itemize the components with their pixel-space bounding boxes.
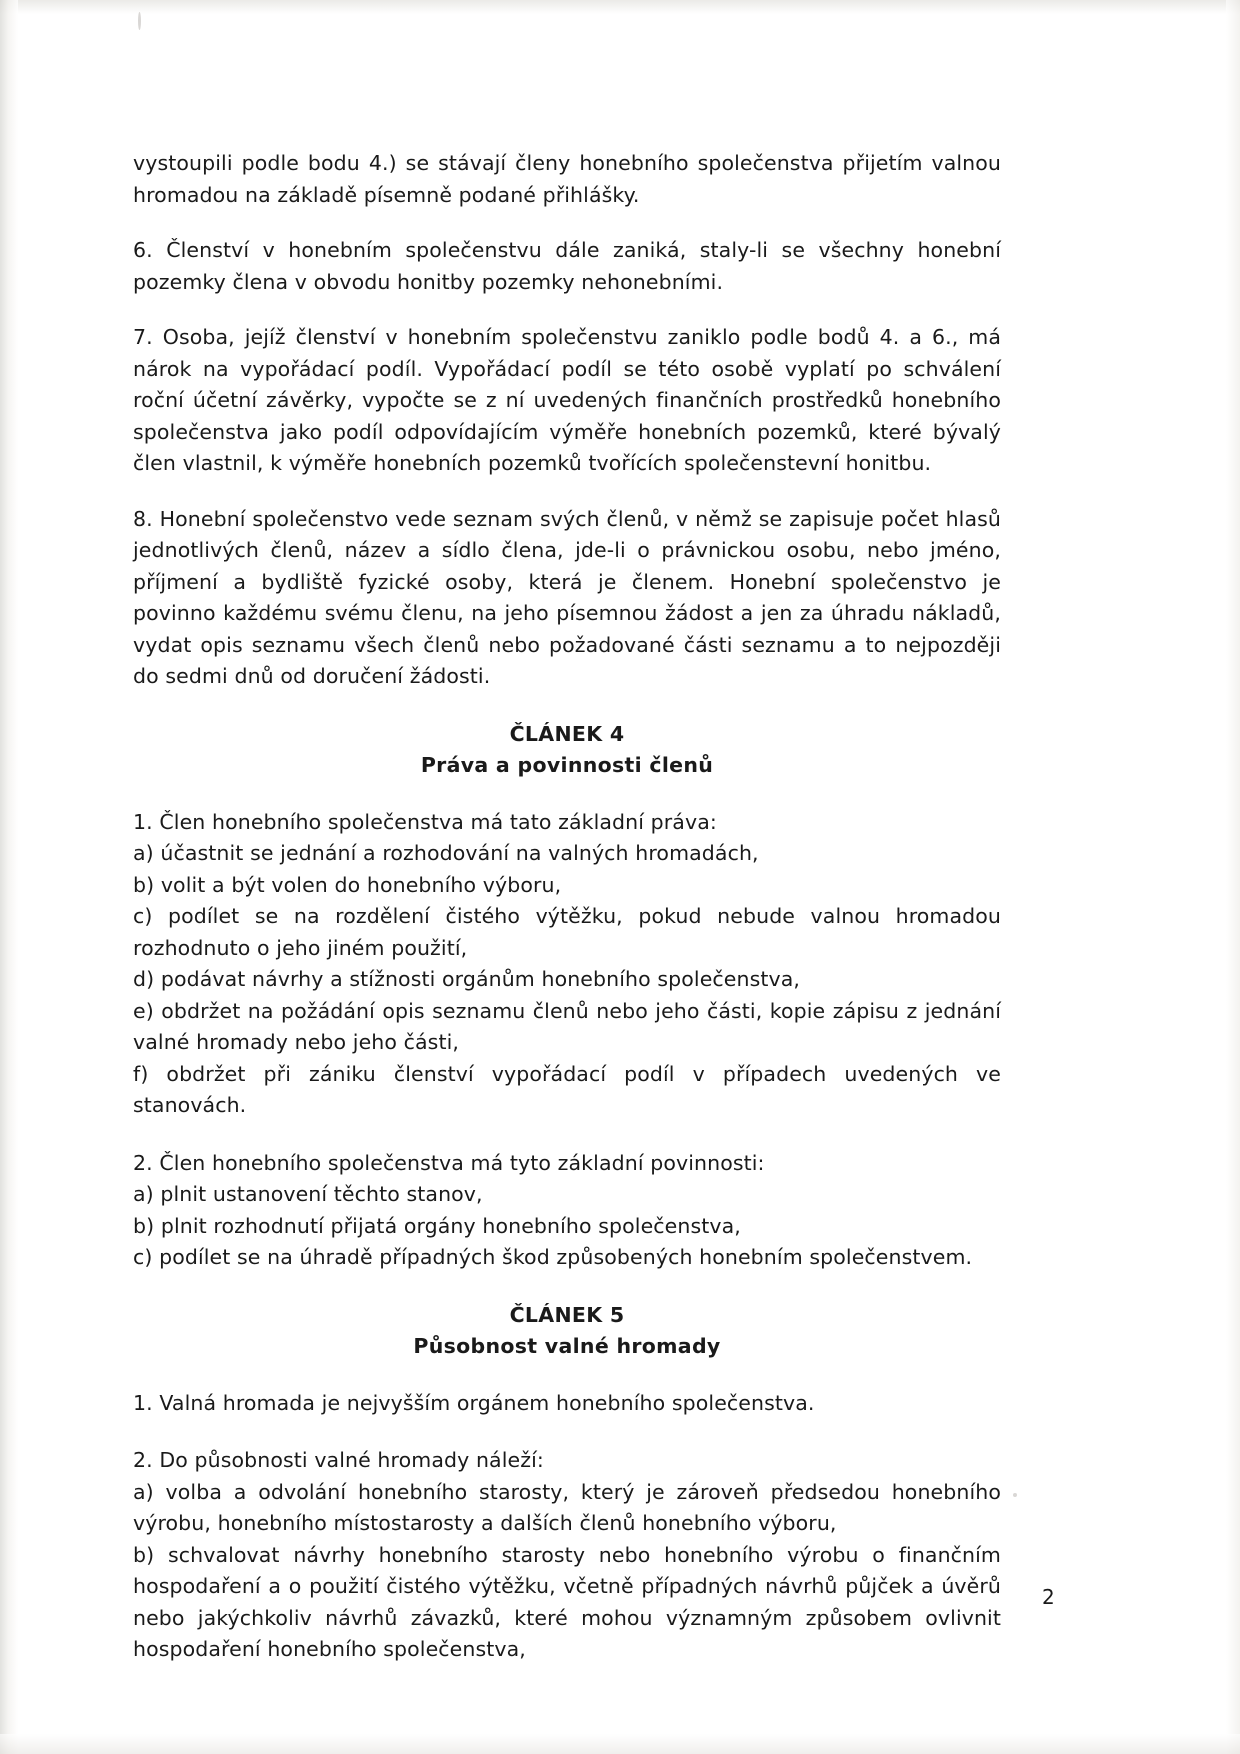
paragraph-5-1: 1. Valná hromada je nejvyšším orgánem honebního společenstva. bbox=[133, 1390, 815, 1415]
heading-clanek-5-title: ČLÁNEK 5 bbox=[509, 1302, 625, 1327]
list-item-4-1-d: d) podávat návrhy a stížnosti orgánům honebního společenstva, bbox=[133, 967, 801, 991]
document-body bbox=[133, 148, 1001, 1666]
heading-clanek-4-title: ČLÁNEK 4 bbox=[509, 721, 625, 746]
list-item-4-2-c: c) podílet se na úhradě případných škod způsobených honebním společenstvem. bbox=[133, 1245, 973, 1269]
page-number: 2 bbox=[1042, 1585, 1055, 1609]
paragraph-4-1: 1. Člen honebního společenstva má tato základní práva: bbox=[133, 809, 717, 834]
heading-clanek-4 bbox=[133, 719, 1001, 781]
paragraph-continuation: vystoupili podle bodu 4.) se stávají členy honebního společenstva přijetím valnou hromadou na základě písemně podané přihlášky. bbox=[133, 151, 1001, 207]
list-item-4-2-b: b) plnit rozhodnutí přijatá orgány honebního společenstva, bbox=[133, 1213, 741, 1238]
heading-clanek-5-subtitle: Působnost valné hromady bbox=[413, 1333, 721, 1358]
heading-clanek-4-subtitle: Práva a povinnosti členů bbox=[420, 752, 714, 777]
list-item-4-2-a: a) plnit ustanovení těchto stanov, bbox=[133, 1182, 483, 1206]
heading-clanek-5 bbox=[133, 1300, 1001, 1362]
paragraph-4-2: 2. Člen honebního společenstva má tyto základní povinnosti: bbox=[133, 1150, 765, 1175]
list-item-5-2-a: a) volba a odvolání honebního starosty, který je zároveň předsedou honebního výrobu, honebního místostarosty a dalších členů honebního výboru, bbox=[133, 1479, 1001, 1535]
list-item-4-1-a: a) účastnit se jednání a rozhodování na valných hromadách, bbox=[133, 841, 759, 865]
paragraph-item-7: 7. Osoba, jejíž členství v honebním společenstvu zaniklo podle bodů 4. a 6., má nárok na vypořádací podíl. Vypořádací podíl se této osobě vyplatí po schválení roční účetní závěrky, vypočte se z ní uvedených finančních prostředků honebního společenstva jako podíl odpovídajícím výměře honebních pozemků, které bývalý člen vlastnil, k výměře honebních pozemků tvořících společenstevní honitbu. bbox=[133, 325, 1001, 475]
paragraph-item-8: 8. Honební společenstvo vede seznam svých členů, v němž se zapisuje počet hlasů jednotlivých členů, název a sídlo člena, jde-li o právnickou osobu, nebo jméno, příjmení a bydliště fyzické osoby, která je členem. Honební společenstvo je povinno každému svému členu, na jeho písemnou žádost a jen za úhradu nákladů, vydat opis seznamu všech členů nebo požadované části seznamu a to nejpozději do sedmi dnů od doručení žádosti. bbox=[133, 506, 1001, 688]
list-item-5-2-b: b) schvalovat návrhy honebního starosty nebo honebního výrobu o finančním hospodaření a o použití čistého výtěžku, včetně případných návrhů půjček a úvěrů nebo jakýchkoliv návrhů závazků, které mohou významným způsobem ovlivnit hospodaření honebního společenstva, bbox=[133, 1542, 1001, 1661]
list-item-4-1-c: c) podílet se na rozdělení čistého výtěžku, pokud nebude valnou hromadou rozhodnuto o jeho jiném použití, bbox=[133, 904, 1001, 960]
scan-edge-right bbox=[1226, 0, 1240, 1754]
list-item-4-1-f: f) obdržet při zániku členství vypořádací podíl v případech uvedených ve stanovách. bbox=[133, 1061, 1001, 1117]
paragraph-5-2: 2. Do působnosti valné hromady náleží: bbox=[133, 1448, 544, 1472]
scan-speck bbox=[1013, 1493, 1017, 1497]
scan-edge-left bbox=[0, 0, 18, 1754]
list-item-4-1-e: e) obdržet na požádání opis seznamu členů nebo jeho části, kopie zápisu z jednání valné hromady nebo jeho části, bbox=[133, 998, 1001, 1054]
scan-speck bbox=[138, 12, 141, 30]
scan-edge-top bbox=[0, 0, 1240, 14]
list-item-4-1-b: b) volit a být volen do honebního výboru, bbox=[133, 872, 562, 897]
scan-edge-bottom bbox=[0, 1734, 1240, 1754]
paragraph-item-6: 6. Členství v honebním společenstvu dále zaniká, staly-li se všechny honební pozemky člena v obvodu honitby pozemky nehonebními. bbox=[133, 238, 1001, 294]
